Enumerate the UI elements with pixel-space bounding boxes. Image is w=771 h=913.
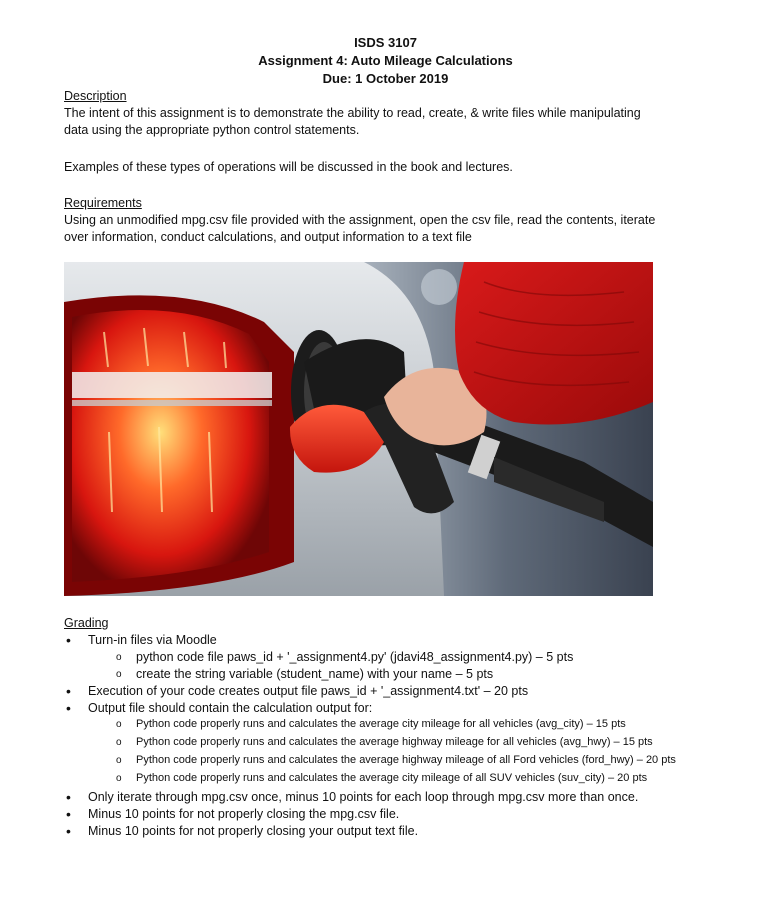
examples-paragraph: Examples of these types of operations will be discussed in the book and lectures. <box>64 160 513 174</box>
grading-subitem-avg-hwy: o Python code properly runs and calculates the average highway mileage for all vehicles (avg_hwy) – 15 pts <box>64 735 744 750</box>
grading-item-output-file: • Execution of your code creates output file paws_id + '_assignment4.txt' – 20 pts <box>64 683 744 700</box>
grading-subitem-avg-city: o Python code properly runs and calculates the average city mileage for all vehicles (avg_city) – 15 pts <box>64 717 744 732</box>
assignment-title: Assignment 4: Auto Mileage Calculations <box>258 53 513 68</box>
document-header <box>0 34 771 88</box>
requirements-heading: Requirements <box>64 196 142 210</box>
description-section <box>64 88 704 139</box>
course-title: ISDS 3107 <box>354 35 417 50</box>
due-date: Due: 1 October 2019 <box>322 71 449 86</box>
grading-item-close-output: • Minus 10 points for not properly closing your output text file. <box>64 823 744 840</box>
description-paragraph: The intent of this assignment is to demonstrate the ability to read, create, & write files while manipulating data using the appropriate python control statements. <box>64 106 641 137</box>
grading-heading: Grading <box>64 616 109 630</box>
fuel-nozzle-photo <box>64 262 653 596</box>
grading-subitem-ford-hwy: o Python code properly runs and calculates the average highway mileage of all Ford vehicles (ford_hwy) – 20 pts <box>64 753 744 768</box>
grading-item-iterate-once: • Only iterate through mpg.csv once, minus 10 points for each loop through mpg.csv more than once. <box>64 789 744 806</box>
grading-subitem-student-name: o create the string variable (student_name) with your name – 5 pts <box>64 666 744 683</box>
grading-item-output-contents: • Output file should contain the calculation output for: <box>64 700 744 717</box>
grading-item-turn-in: • Turn-in files via Moodle <box>64 632 744 649</box>
grading-subitem-suv-city: o Python code properly runs and calculates the average city mileage of all SUV vehicles (suv_city) – 20 pts <box>64 771 744 786</box>
grading-item-close-csv: • Minus 10 points for not properly closing the mpg.csv file. <box>64 806 744 823</box>
requirements-section <box>64 195 704 246</box>
description-heading: Description <box>64 89 127 103</box>
grading-list <box>64 632 744 840</box>
examples-paragraph-block <box>64 159 704 176</box>
grading-section <box>64 615 744 840</box>
grading-subitem-python-file: o python code file paws_id + '_assignment4.py' (jdavi48_assignment4.py) – 5 pts <box>64 649 744 666</box>
requirements-paragraph: Using an unmodified mpg.csv file provided with the assignment, open the csv file, read the contents, iterate over information, conduct calculations, and output information to a text file <box>64 213 656 244</box>
